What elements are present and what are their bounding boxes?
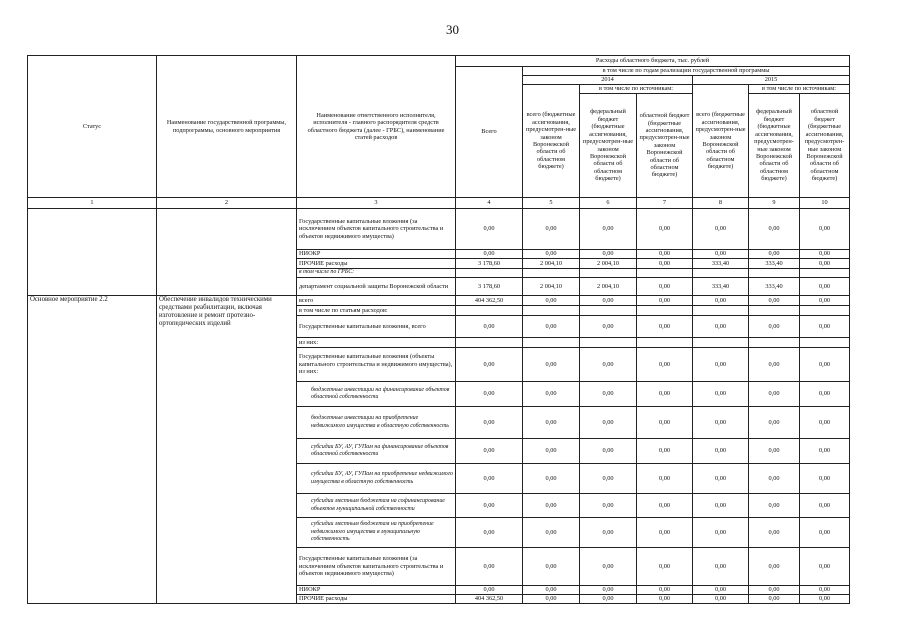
value-cell: 0,00 xyxy=(800,278,850,296)
value-cell: 0,00 xyxy=(749,586,800,595)
value-cell: 3 178,60 xyxy=(456,259,523,269)
value-cell: 0,00 xyxy=(456,209,523,250)
value-cell: 0,00 xyxy=(580,439,637,464)
value-cell: 0,00 xyxy=(693,296,749,306)
header-executor: Наименование ответственного исполнителя, исполнителя - главного распорядителя средств областного бюджета (далее - ГРБС), наименование статей расходов xyxy=(297,56,456,198)
value-cell: 0,00 xyxy=(800,382,850,407)
value-cell: 0,00 xyxy=(749,296,800,306)
value-cell: 0,00 xyxy=(693,209,749,250)
value-cell: 0,00 xyxy=(693,518,749,548)
value-cell: 0,00 xyxy=(749,548,800,586)
value-cell: 0,00 xyxy=(580,407,637,439)
value-cell: 0,00 xyxy=(800,595,850,604)
value-cell: 0,00 xyxy=(637,407,693,439)
value-cell: 0,00 xyxy=(637,518,693,548)
value-cell: 0,00 xyxy=(580,382,637,407)
value-cell: 0,00 xyxy=(523,548,580,586)
row-label: Государственные капитальные вложения (за исключением объектов капитального строительства и объектов недвижимого имущества) xyxy=(297,548,456,586)
value-cell: 0,00 xyxy=(580,518,637,548)
value-cell: 0,00 xyxy=(637,595,693,604)
value-cell: 0,00 xyxy=(637,548,693,586)
value-cell: 0,00 xyxy=(523,586,580,595)
value-cell: 0,00 xyxy=(693,348,749,382)
value-cell: 0,00 xyxy=(800,209,850,250)
header-total: Всего xyxy=(456,67,523,198)
header-by-years: в том числе по годам реализации государственной программы xyxy=(523,67,850,76)
column-number: 8 xyxy=(693,198,749,209)
value-cell: 2 004,10 xyxy=(580,278,637,296)
table-row xyxy=(28,296,850,306)
header-col8: всего (бюджетные ассигнования, предусмотрен-ные законом Воронежской области об областном бюджете) xyxy=(693,85,749,198)
value-cell: 0,00 xyxy=(749,316,800,338)
value-cell: 0,00 xyxy=(637,348,693,382)
value-cell: 0,00 xyxy=(749,250,800,259)
value-cell: 0,00 xyxy=(523,464,580,494)
value-cell: 2 004,10 xyxy=(523,278,580,296)
value-cell: 0,00 xyxy=(637,296,693,306)
value-cell: 0,00 xyxy=(637,316,693,338)
value-cell: 0,00 xyxy=(749,439,800,464)
value-cell: 0,00 xyxy=(456,586,523,595)
header-incl-sources-2015: в том числе по источникам: xyxy=(749,85,850,94)
value-cell: 0,00 xyxy=(523,439,580,464)
value-cell: 0,00 xyxy=(693,595,749,604)
value-cell: 0,00 xyxy=(749,348,800,382)
table-row xyxy=(28,209,850,250)
value-cell: 0,00 xyxy=(693,586,749,595)
value-cell: 0,00 xyxy=(580,316,637,338)
value-cell: 0,00 xyxy=(580,464,637,494)
header-expenses: Расходы областного бюджета, тыс. рублей xyxy=(456,56,850,67)
column-number-row xyxy=(28,198,850,209)
value-cell: 0,00 xyxy=(523,316,580,338)
value-cell: 0,00 xyxy=(456,382,523,407)
header-col6: федеральный бюджет (бюджетные ассигнования, предусмотрен-ные законом Воронежской области об областном бюджете) xyxy=(580,94,637,198)
value-cell: 0,00 xyxy=(637,209,693,250)
value-cell: 0,00 xyxy=(800,259,850,269)
value-cell: 0,00 xyxy=(523,407,580,439)
value-cell: 0,00 xyxy=(800,439,850,464)
header-program: Наименование государственной программы, подпрограммы, основного мероприятия xyxy=(157,56,297,198)
row-label: субсидии местным бюджетам на приобретение недвижимого имущества в муниципальную собственность xyxy=(297,518,456,548)
value-cell: 0,00 xyxy=(456,464,523,494)
row-label: в том числе по ГРБС: xyxy=(297,269,456,278)
value-cell: 0,00 xyxy=(749,464,800,494)
row-label: бюджетные инвестиции на финансирование объектов областной собственности xyxy=(297,382,456,407)
value-cell: 0,00 xyxy=(693,548,749,586)
row-label: субсидии местным бюджетам на софинансирование объектов муниципальной собственности xyxy=(297,494,456,518)
value-cell: 0,00 xyxy=(749,407,800,439)
value-cell: 3 178,60 xyxy=(456,278,523,296)
column-number: 4 xyxy=(456,198,523,209)
value-cell: 0,00 xyxy=(580,209,637,250)
row-label: ПРОЧИЕ расходы xyxy=(297,595,456,604)
value-cell: 0,00 xyxy=(749,382,800,407)
row-label: субсидии БУ, АУ, ГУПам на приобретение недвижимого имущества в областную собственность xyxy=(297,464,456,494)
value-cell: 2 004,10 xyxy=(523,259,580,269)
value-cell: 0,00 xyxy=(523,494,580,518)
value-cell: 0,00 xyxy=(580,296,637,306)
value-cell: 0,00 xyxy=(749,595,800,604)
value-cell: 0,00 xyxy=(637,250,693,259)
value-cell: 0,00 xyxy=(693,494,749,518)
program-cell-empty xyxy=(157,209,297,296)
value-cell: 0,00 xyxy=(523,296,580,306)
column-number: 3 xyxy=(297,198,456,209)
value-cell: 0,00 xyxy=(523,518,580,548)
value-cell: 0,00 xyxy=(693,250,749,259)
value-cell: 0,00 xyxy=(580,586,637,595)
value-cell: 0,00 xyxy=(800,407,850,439)
value-cell: 333,40 xyxy=(749,259,800,269)
column-number: 2 xyxy=(157,198,297,209)
value-cell: 0,00 xyxy=(693,382,749,407)
value-cell: 333,40 xyxy=(693,259,749,269)
value-cell: 0,00 xyxy=(800,586,850,595)
value-cell: 0,00 xyxy=(637,439,693,464)
value-cell: 0,00 xyxy=(456,518,523,548)
value-cell: 0,00 xyxy=(523,250,580,259)
value-cell: 0,00 xyxy=(749,494,800,518)
header-status: Статус xyxy=(28,56,157,198)
value-cell: 0,00 xyxy=(749,518,800,548)
value-cell: 0,00 xyxy=(800,348,850,382)
value-cell: 0,00 xyxy=(523,348,580,382)
row-label: НИОКР xyxy=(297,586,456,595)
value-cell: 0,00 xyxy=(456,316,523,338)
value-cell: 0,00 xyxy=(800,296,850,306)
row-label: Государственные капитальные вложения, всего xyxy=(297,316,456,338)
value-cell: 0,00 xyxy=(580,348,637,382)
header-col7: областной бюджет (бюджетные ассигнования, предусмотрен-ные законом Воронежской области об областном бюджете) xyxy=(637,94,693,198)
header-year-2015: 2015 xyxy=(693,76,850,85)
status-cell-empty xyxy=(28,209,157,296)
value-cell: 0,00 xyxy=(456,348,523,382)
value-cell: 0,00 xyxy=(800,518,850,548)
value-cell: 0,00 xyxy=(523,209,580,250)
value-cell: 0,00 xyxy=(693,439,749,464)
program-cell: Обеспечение инвалидов техническими средствами реабилитации, включая изготовление и ремонт протезно-ортопедических изделий xyxy=(157,296,297,604)
column-number: 5 xyxy=(523,198,580,209)
value-cell: 0,00 xyxy=(693,464,749,494)
header-col10: областной бюджет (бюджетные ассигнования, предусмотрен-ные законом Воронежской области об областном бюджете) xyxy=(800,94,850,198)
row-label: Государственные капитальные вложения (за исключением объектов капитального строительства и объектов недвижимого имущества) xyxy=(297,209,456,250)
value-cell: 333,40 xyxy=(693,278,749,296)
value-cell: 2 004,10 xyxy=(580,259,637,269)
column-number: 10 xyxy=(800,198,850,209)
row-label: Государственные капитальные вложения (объекты капитального строительства и недвижимого имущества), из них: xyxy=(297,348,456,382)
row-label: субсидии БУ, АУ, ГУПам на финансирование объектов областной собственности xyxy=(297,439,456,464)
value-cell: 0,00 xyxy=(523,595,580,604)
header-col9: федеральный бюджет (бюджетные ассигнования, предусмотрен-ные законом Воронежской области об областном бюджете) xyxy=(749,94,800,198)
row-label: НИОКР xyxy=(297,250,456,259)
value-cell: 0,00 xyxy=(637,494,693,518)
value-cell: 0,00 xyxy=(749,209,800,250)
value-cell: 0,00 xyxy=(637,586,693,595)
value-cell: 0,00 xyxy=(456,548,523,586)
column-number: 6 xyxy=(580,198,637,209)
value-cell: 0,00 xyxy=(456,439,523,464)
value-cell: 0,00 xyxy=(580,595,637,604)
column-number: 9 xyxy=(749,198,800,209)
value-cell: 0,00 xyxy=(456,407,523,439)
value-cell: 0,00 xyxy=(456,250,523,259)
value-cell: 0,00 xyxy=(800,250,850,259)
header-col5: всего (бюджетные ассигнования, предусмотрен-ные законом Воронежской области об областном бюджете) xyxy=(523,85,580,198)
value-cell: 0,00 xyxy=(693,407,749,439)
value-cell: 404 362,50 xyxy=(456,595,523,604)
value-cell: 0,00 xyxy=(580,548,637,586)
value-cell: 0,00 xyxy=(800,548,850,586)
row-label: из них: xyxy=(297,338,456,348)
value-cell: 0,00 xyxy=(637,278,693,296)
value-cell: 0,00 xyxy=(637,382,693,407)
value-cell: 0,00 xyxy=(580,494,637,518)
value-cell: 0,00 xyxy=(800,494,850,518)
value-cell: 0,00 xyxy=(523,382,580,407)
value-cell: 0,00 xyxy=(800,464,850,494)
header-incl-sources-2014: в том числе по источникам: xyxy=(580,85,693,94)
header-year-2014: 2014 xyxy=(523,76,693,85)
column-number: 1 xyxy=(28,198,157,209)
value-cell: 0,00 xyxy=(693,316,749,338)
value-cell: 0,00 xyxy=(637,259,693,269)
page-number: 30 xyxy=(446,22,459,37)
row-label: бюджетные инвестиции на приобретение недвижимого имущества в областную собственность xyxy=(297,407,456,439)
row-label: ПРОЧИЕ расходы xyxy=(297,259,456,269)
column-number: 7 xyxy=(637,198,693,209)
row-label: в том числе по статьям расходов: xyxy=(297,306,456,316)
value-cell: 0,00 xyxy=(800,316,850,338)
value-cell: 0,00 xyxy=(637,464,693,494)
value-cell: 404 362,50 xyxy=(456,296,523,306)
status-cell: Основное мероприятие 2.2 xyxy=(28,296,157,604)
value-cell: 0,00 xyxy=(580,250,637,259)
row-label: всего xyxy=(297,296,456,306)
value-cell: 333,40 xyxy=(749,278,800,296)
row-label: департамент социальной защиты Воронежской области xyxy=(297,278,456,296)
value-cell: 0,00 xyxy=(456,494,523,518)
budget-table xyxy=(27,55,850,604)
